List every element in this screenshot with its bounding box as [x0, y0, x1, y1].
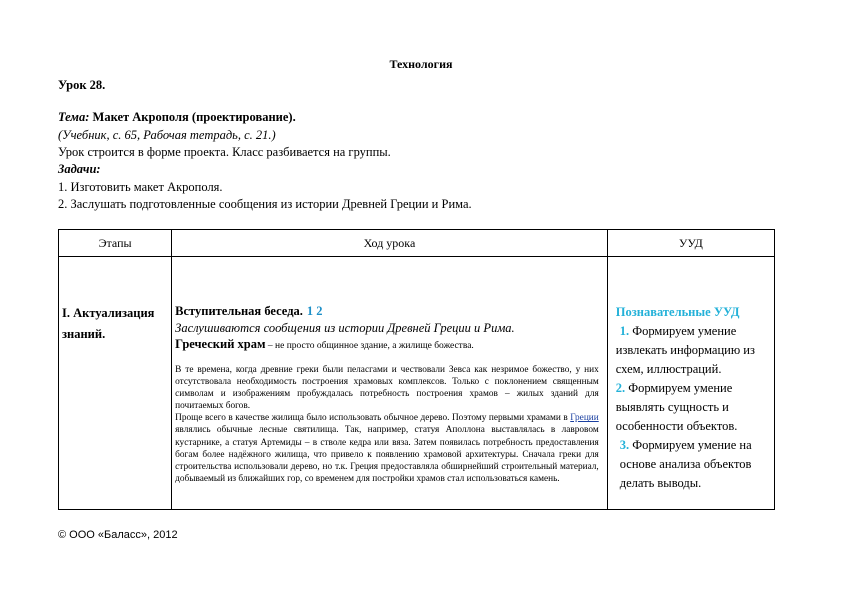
stage-cell	[59, 257, 172, 510]
header-uud: УУД	[607, 230, 774, 257]
header-lesson-flow: Ход урока	[172, 230, 608, 257]
table-header-row	[59, 230, 775, 257]
subject-title: Технология	[389, 57, 453, 71]
format-line: Урок строится в форме проекта. Класс разбивается на группы.	[58, 145, 391, 159]
uud-item-3	[616, 436, 768, 493]
stage-line-1: I. Актуализация	[62, 306, 155, 320]
uud-num-3: 3.	[619, 438, 630, 452]
uud-num-2: 2.	[615, 381, 626, 395]
paragraph-2-rest: являлись обычные лесные святилища. Так, например, статуя Аполлона выставлялась в лавровом кустарнике, а статуя Артемиды – в стволе кедра или вяза. Затем появилась потребность предоставления богам более надёжного жилища, что привело к появлению храмовой архитектуры. Сначала греки для строительства использовали дерево, но т.к. Греция предоставляла обширнейший строительный материал, добываемый из ближайших гор, со временем для постройки храмов стал использоваться камень.	[175, 425, 599, 484]
tasks-label: Задачи:	[58, 162, 101, 176]
uud-num-1: 1.	[619, 324, 630, 338]
lesson-number: Урок 28.	[58, 78, 106, 92]
uud-text-2c: особенности объектов.	[615, 419, 738, 433]
uud-text-1a: Формируем умение	[629, 324, 737, 338]
paragraph-2-start: Проще всего в качестве жилища было использовать обычное дерево. Поэтому первыми храмами в	[175, 413, 571, 424]
topic-value: Макет Акрополя (проектирование).	[89, 110, 296, 124]
temple-title: Греческий храм	[175, 337, 266, 351]
stage-line-2: знаний.	[62, 327, 106, 341]
intro-title: Вступительная беседа.	[175, 304, 303, 318]
messages-line: Заслушиваются сообщения из истории Древней Греции и Рима.	[175, 321, 515, 335]
task-item-2: 2. Заслушать подготовленные сообщения из истории Древней Греции и Рима.	[58, 197, 472, 211]
paragraph-2	[175, 412, 599, 485]
copyright-footer: © ООО «Баласс», 2012	[58, 529, 178, 541]
uud-text-2a: Формируем умение	[625, 381, 733, 395]
uud-item-2	[616, 379, 768, 436]
uud-text-1c: схем, иллюстраций.	[615, 362, 722, 376]
uud-text-1b: извлекать информацию из	[615, 343, 755, 357]
task-item-1: 1. Изготовить макет Акрополя.	[58, 180, 223, 194]
topic-line	[58, 110, 296, 125]
uud-heading: Познавательные УУД	[615, 305, 740, 319]
uud-text-2b: выявлять сущность и	[615, 400, 729, 414]
temple-desc: – не просто общинное здание, а жилище божества.	[265, 341, 474, 351]
lesson-table	[58, 229, 775, 510]
greece-link[interactable]: Греции	[570, 413, 599, 424]
history-text	[175, 364, 599, 485]
uud-cell	[607, 257, 774, 510]
uud-text-3b: основе анализа объектов	[619, 457, 752, 471]
intro-numbers: 1 2	[306, 304, 323, 318]
temple-line	[175, 336, 599, 354]
reference-line: (Учебник, с. 65, Рабочая тетрадь, с. 21.)	[58, 128, 276, 142]
header-stages: Этапы	[59, 230, 172, 257]
intro-heading	[175, 303, 599, 320]
lesson-flow-cell	[172, 257, 608, 510]
table-row	[59, 257, 775, 510]
uud-text-3c: делать выводы.	[619, 476, 702, 490]
topic-label: Тема:	[58, 110, 90, 124]
uud-item-1	[616, 322, 768, 379]
uud-text-3a: Формируем умение на	[629, 438, 752, 452]
paragraph-1: В те времена, когда древние греки были пеласгами и чествовали Зевса как незримое божество, у них отсутствовала необходимость построения храмовых комплексов. Только с поклонением священным символам и изображениям пробуждалась потребность построения храмов – жилых зданий для почитаемых богов.	[175, 365, 599, 412]
